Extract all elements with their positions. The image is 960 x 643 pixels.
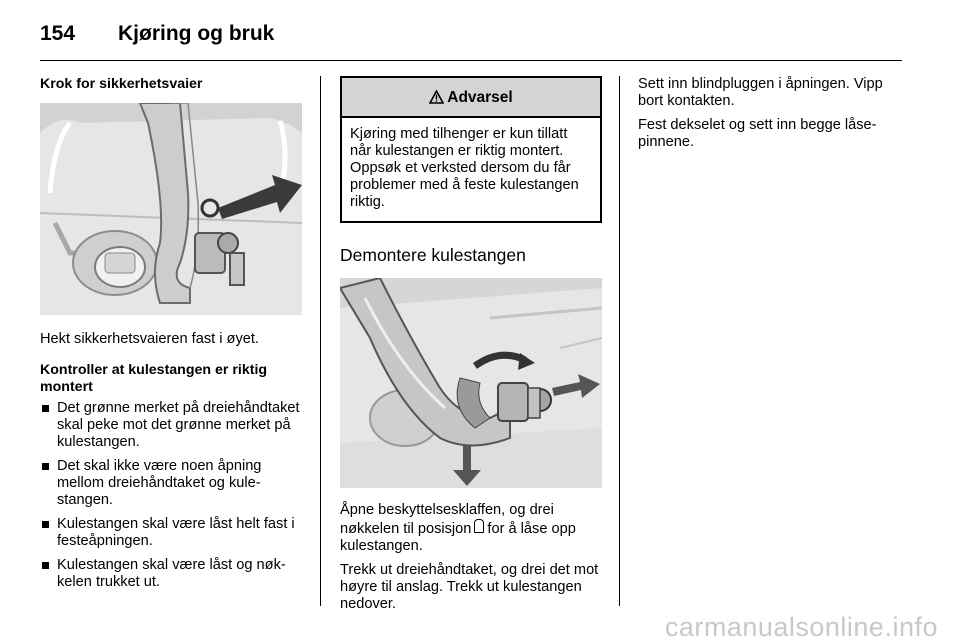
column-divider bbox=[320, 76, 321, 606]
safety-cable-hook-illustration bbox=[40, 103, 302, 315]
column-2 bbox=[340, 76, 602, 613]
column-divider bbox=[619, 76, 620, 606]
column-1 bbox=[40, 76, 306, 598]
lock-open-icon bbox=[474, 519, 484, 533]
remove-towbar-illustration bbox=[340, 278, 602, 488]
watermark: carmanualsonline.info bbox=[664, 612, 938, 642]
warning-box bbox=[340, 76, 602, 223]
check-list bbox=[40, 400, 306, 591]
warning-triangle-icon bbox=[429, 90, 444, 104]
list-item: Kulestangen skal være låst helt fast i festeåpningen. bbox=[40, 516, 306, 550]
page-title: Kjøring og bruk bbox=[118, 22, 275, 45]
header-rule bbox=[40, 60, 902, 61]
column-3 bbox=[638, 76, 902, 151]
check-heading: Kontroller at kulestangen er riktig montert bbox=[40, 362, 268, 395]
warning-header bbox=[342, 78, 600, 118]
list-item: Det skal ikke være noen åpning mellom dreiehåndtaket og kulestangen. bbox=[40, 458, 306, 509]
page-number: 154 bbox=[40, 22, 76, 45]
step-text: Fest dekselet og sett inn begge låsepinnene. bbox=[638, 117, 877, 150]
bullet-square-icon bbox=[42, 405, 49, 412]
list-item: Det grønne merket på dreiehåndtaket skal peke mot det grønne merket på kulestangen. bbox=[40, 400, 306, 451]
section-heading: Krok for sikkerhetsvaier bbox=[40, 76, 203, 92]
bullet-square-icon bbox=[42, 562, 49, 569]
bullet-square-icon bbox=[42, 521, 49, 528]
warning-title: Advarsel bbox=[447, 88, 513, 106]
warning-text: Kjøring med tilhenger er kun tillatt når kulestangen er riktig montert. Oppsøk et verksted dersom du får problemer med å feste kulestangen riktig. bbox=[350, 126, 579, 210]
step-text: Sett inn blindpluggen i åpningen. Vipp bort kontakten. bbox=[638, 76, 883, 109]
list-item: Kulestangen skal være låst og nøkkelen trukket ut. bbox=[40, 557, 306, 591]
section-heading: Demontere kulestangen bbox=[340, 245, 526, 265]
remove-step-2: Trekk ut dreiehåndtaket, og drei det mot høyre til anslag. Trekk ut kulestangen nedover. bbox=[340, 562, 599, 612]
figure-caption: Hekt sikkerhetsvaieren fast i øyet. bbox=[40, 331, 259, 347]
remove-step-1: Åpne beskyttelsesklaffen, og drei nøkkelen til posisjon for å låse opp kulestangen. bbox=[340, 502, 576, 554]
bullet-square-icon bbox=[42, 463, 49, 470]
